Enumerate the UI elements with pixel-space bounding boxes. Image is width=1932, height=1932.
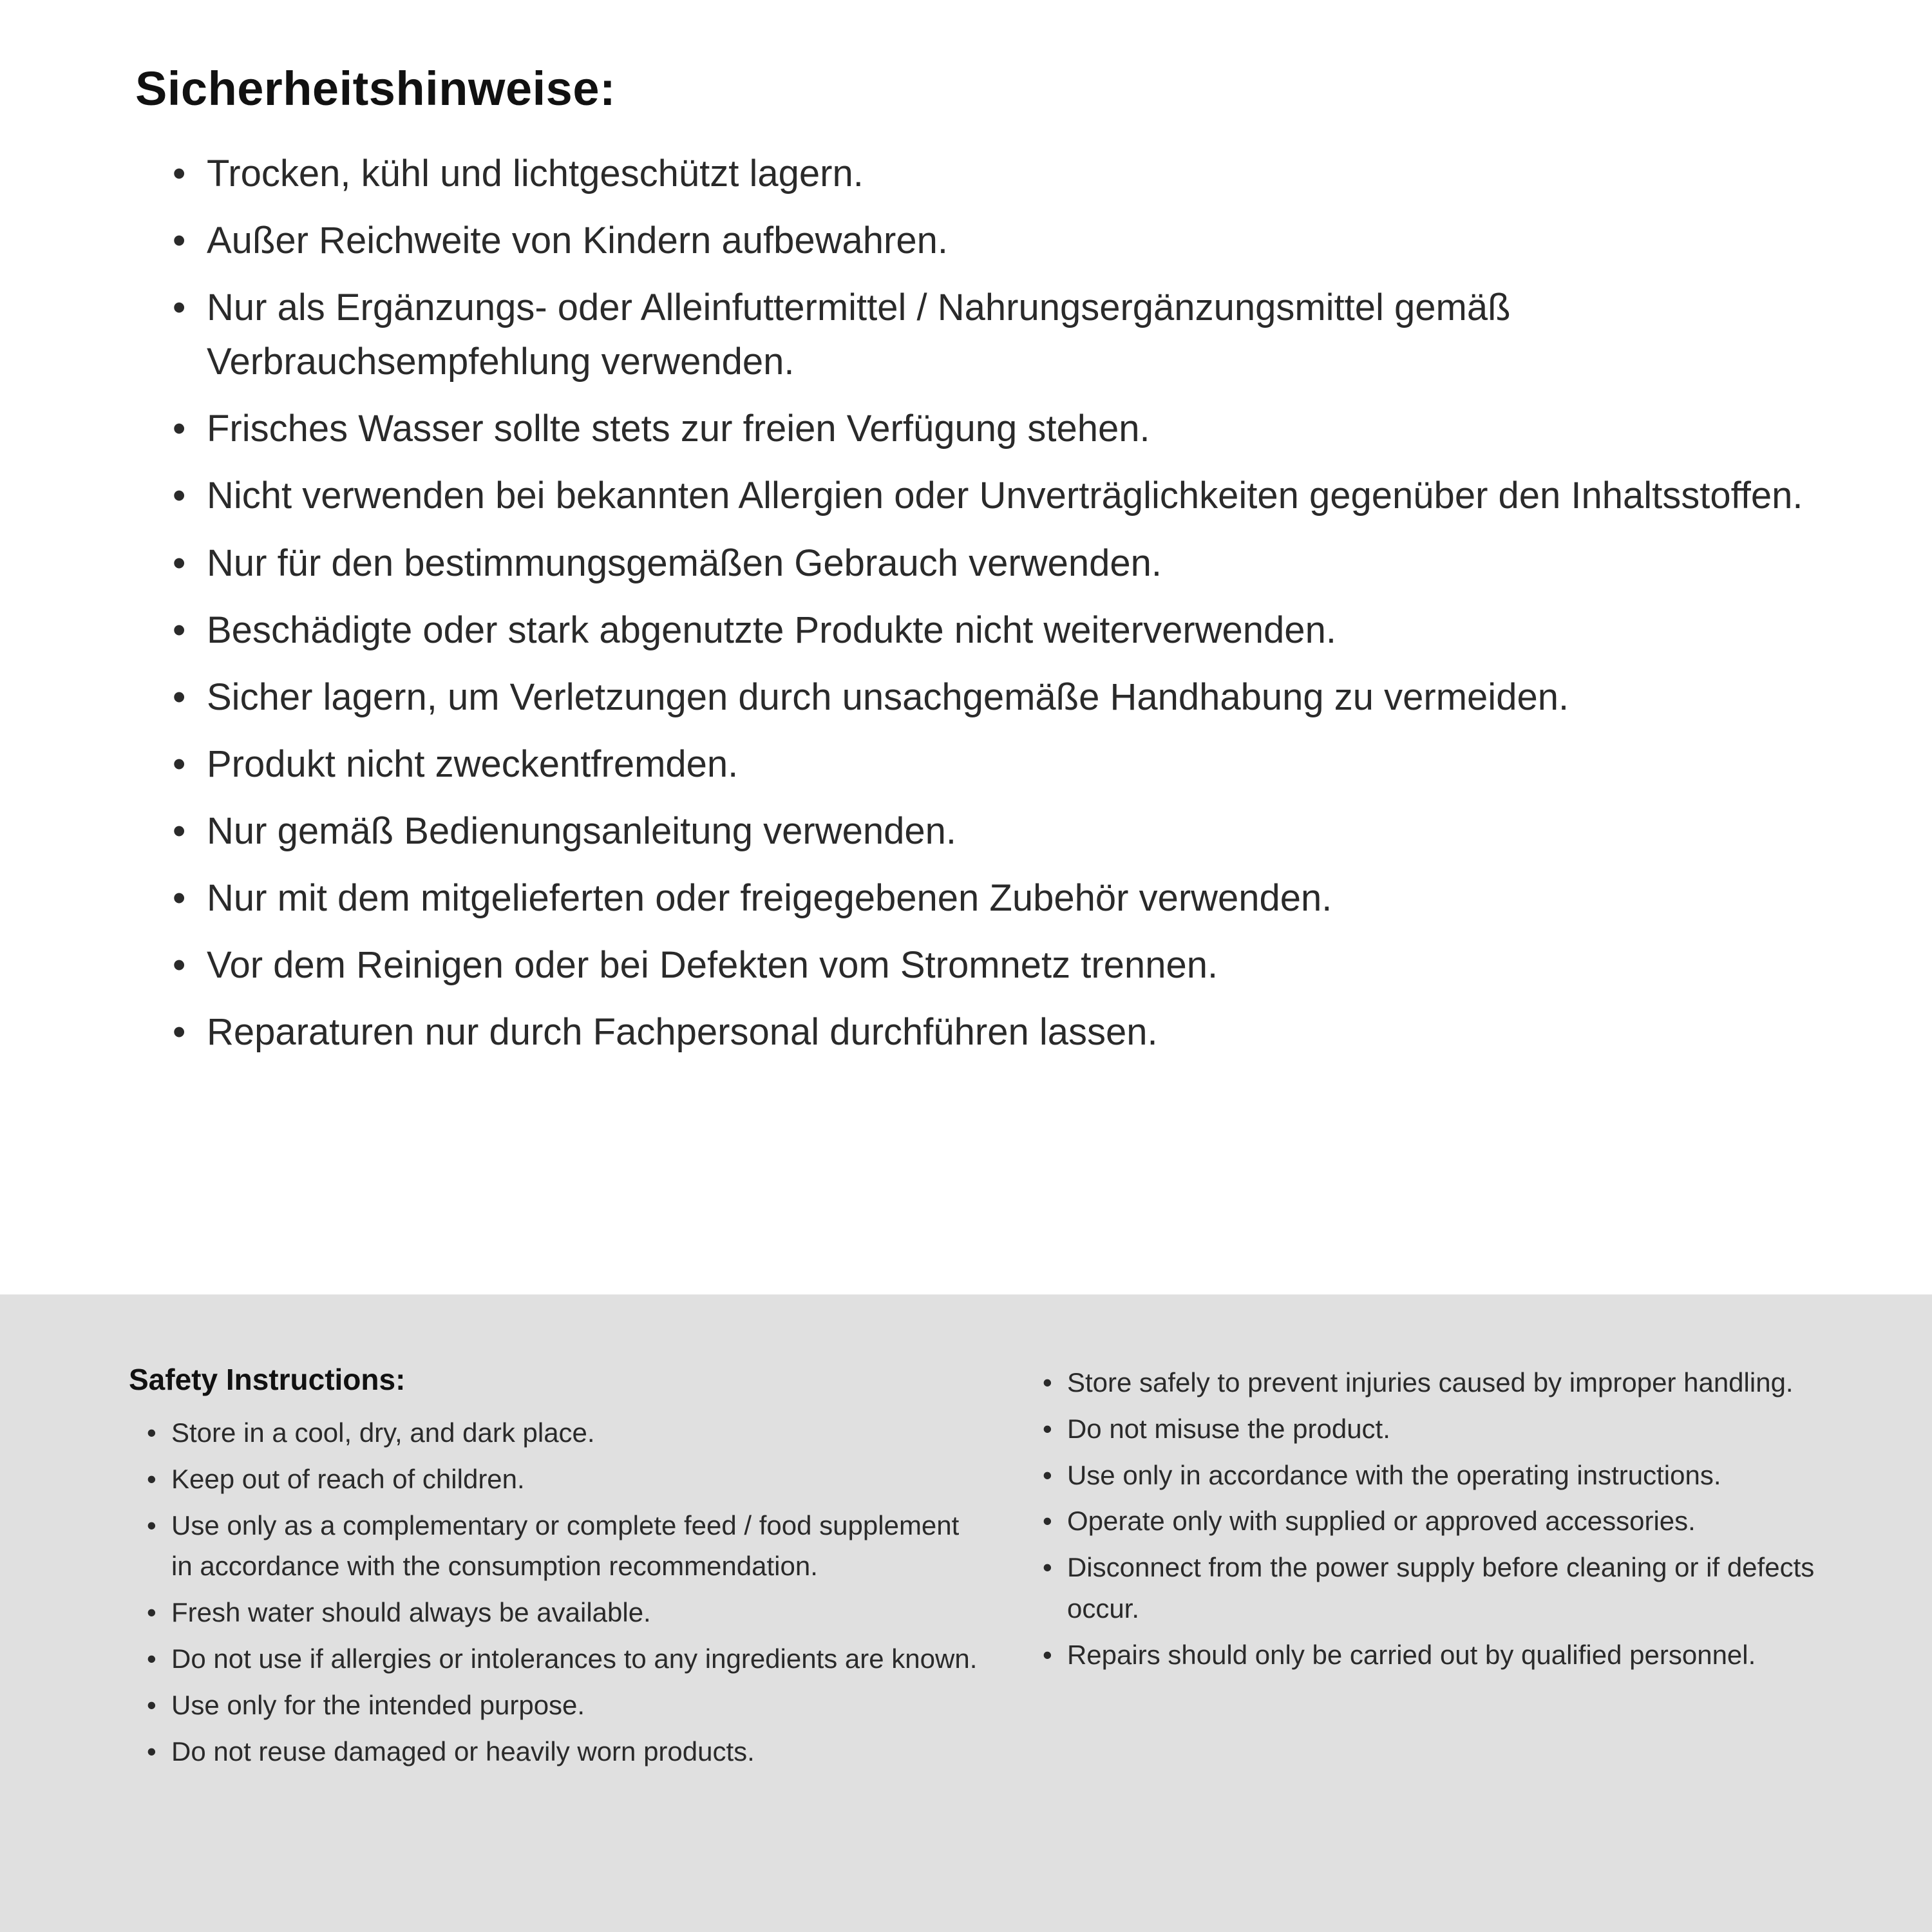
bullet-icon: • — [1042, 1459, 1052, 1490]
list-item — [173, 938, 1835, 992]
list-item — [147, 1505, 985, 1587]
english-safety-section — [0, 1294, 1932, 1932]
list-item-text: Beschädigte oder stark abgenutzte Produkte nicht weiterverwenden. — [207, 609, 1336, 651]
list-item — [173, 214, 1835, 268]
bullet-icon: • — [173, 676, 186, 718]
bullet-icon: • — [147, 1417, 156, 1448]
list-item-text: Nur gemäß Bedienungsanleitung verwenden. — [207, 810, 956, 852]
list-item-text: Reparaturen nur durch Fachpersonal durchführen lassen. — [207, 1011, 1158, 1054]
bullet-icon: • — [147, 1689, 156, 1720]
bullet-icon: • — [147, 1736, 156, 1766]
list-item — [173, 147, 1835, 201]
list-item-text: Nicht verwenden bei bekannten Allergien oder Unverträglichkeiten gegenüber den Inhaltsstoffen. — [207, 475, 1803, 517]
bullet-icon: • — [147, 1463, 156, 1494]
list-item — [173, 1005, 1835, 1059]
list-item-text: Operate only with supplied or approved accessories. — [1066, 1506, 1696, 1537]
list-item — [173, 402, 1835, 456]
bullet-icon: • — [1042, 1367, 1052, 1397]
bullet-icon: • — [173, 542, 186, 584]
list-item-text: Do not misuse the product. — [1066, 1413, 1390, 1444]
list-item-text: Repairs should only be carried out by qualified personnel. — [1066, 1639, 1756, 1670]
bullet-icon: • — [1042, 1506, 1052, 1537]
list-item — [173, 281, 1835, 389]
bullet-icon: • — [173, 810, 186, 852]
bullet-icon: • — [173, 743, 186, 785]
list-item-text: Use only as a complementary or complete feed / food supplement in accordance with the consumption recommendation. — [171, 1510, 960, 1582]
bullet-icon: • — [173, 1011, 186, 1054]
list-item — [1043, 1455, 1842, 1496]
bullet-icon: • — [1042, 1552, 1052, 1583]
list-item-text: Außer Reichweite von Kindern aufbewahren. — [207, 220, 948, 262]
bullet-icon: • — [147, 1597, 156, 1628]
list-item — [173, 603, 1835, 658]
german-section-heading: Sicherheitshinweise: — [135, 62, 616, 115]
list-item-text: Use only in accordance with the operating instructions. — [1066, 1459, 1721, 1490]
list-item-text: Do not reuse damaged or heavily worn products. — [171, 1736, 755, 1766]
list-item — [147, 1412, 985, 1454]
list-item — [147, 1638, 985, 1680]
list-item — [1043, 1547, 1842, 1629]
list-item-text: Fresh water should always be available. — [171, 1597, 651, 1628]
list-item — [1043, 1634, 1842, 1676]
bullet-icon: • — [173, 153, 186, 194]
list-item — [173, 804, 1835, 858]
list-item-text: Nur mit dem mitgelieferten oder freigegebenen Zubehör verwenden. — [207, 877, 1332, 920]
english-safety-list-right — [1043, 1362, 1842, 1676]
list-item — [1043, 1408, 1842, 1450]
bullet-icon: • — [173, 877, 186, 920]
list-item — [173, 536, 1835, 591]
list-item-text: Nur für den bestimmungsgemäßen Gebrauch verwenden. — [207, 542, 1162, 584]
list-item-text: Produkt nicht zweckentfremden. — [207, 743, 739, 785]
list-item-text: Store in a cool, dry, and dark place. — [171, 1417, 595, 1448]
list-item — [147, 1592, 985, 1633]
bullet-icon: • — [173, 287, 186, 329]
list-item-text: Vor dem Reinigen oder bei Defekten vom Stromnetz trennen. — [207, 944, 1218, 987]
bullet-icon: • — [173, 609, 186, 651]
bullet-icon: • — [173, 475, 186, 517]
list-item — [147, 1731, 985, 1772]
english-left-column — [129, 1362, 985, 1932]
bullet-icon: • — [1042, 1413, 1052, 1444]
bullet-icon: • — [173, 944, 186, 987]
list-item — [173, 737, 1835, 791]
list-item-text: Sicher lagern, um Verletzungen durch unsachgemäße Handhabung zu vermeiden. — [207, 676, 1569, 718]
bullet-icon: • — [173, 220, 186, 262]
list-item-text: Keep out of reach of children. — [171, 1463, 525, 1494]
list-item-text: Nur als Ergänzungs- oder Alleinfuttermittel / Nahrungsergänzungsmittel gemäß Verbrauchsempfehlung verwenden. — [207, 287, 1511, 383]
german-safety-list — [135, 147, 1835, 1059]
bullet-icon: • — [1042, 1639, 1052, 1670]
list-item-text: Do not use if allergies or intolerances to any ingredients are known. — [171, 1643, 978, 1674]
list-item — [147, 1459, 985, 1500]
list-item — [1043, 1501, 1842, 1542]
list-item — [173, 469, 1835, 523]
bullet-icon: • — [173, 408, 186, 450]
list-item-text: Disconnect from the power supply before cleaning or if defects occur. — [1066, 1552, 1815, 1624]
list-item — [1043, 1362, 1842, 1403]
english-right-column — [1043, 1362, 1842, 1932]
list-item-text: Use only for the intended purpose. — [171, 1689, 585, 1720]
list-item — [173, 670, 1835, 724]
english-safety-list-left — [129, 1412, 985, 1772]
list-item — [147, 1685, 985, 1726]
english-section-heading: Safety Instructions: — [129, 1363, 406, 1396]
list-item-text: Store safely to prevent injuries caused by improper handling. — [1066, 1367, 1794, 1397]
bullet-icon: • — [147, 1643, 156, 1674]
list-item-text: Trocken, kühl und lichtgeschützt lagern. — [207, 153, 864, 194]
list-item — [173, 871, 1835, 925]
bullet-icon: • — [147, 1510, 156, 1540]
list-item-text: Frisches Wasser sollte stets zur freien Verfügung stehen. — [207, 408, 1150, 450]
